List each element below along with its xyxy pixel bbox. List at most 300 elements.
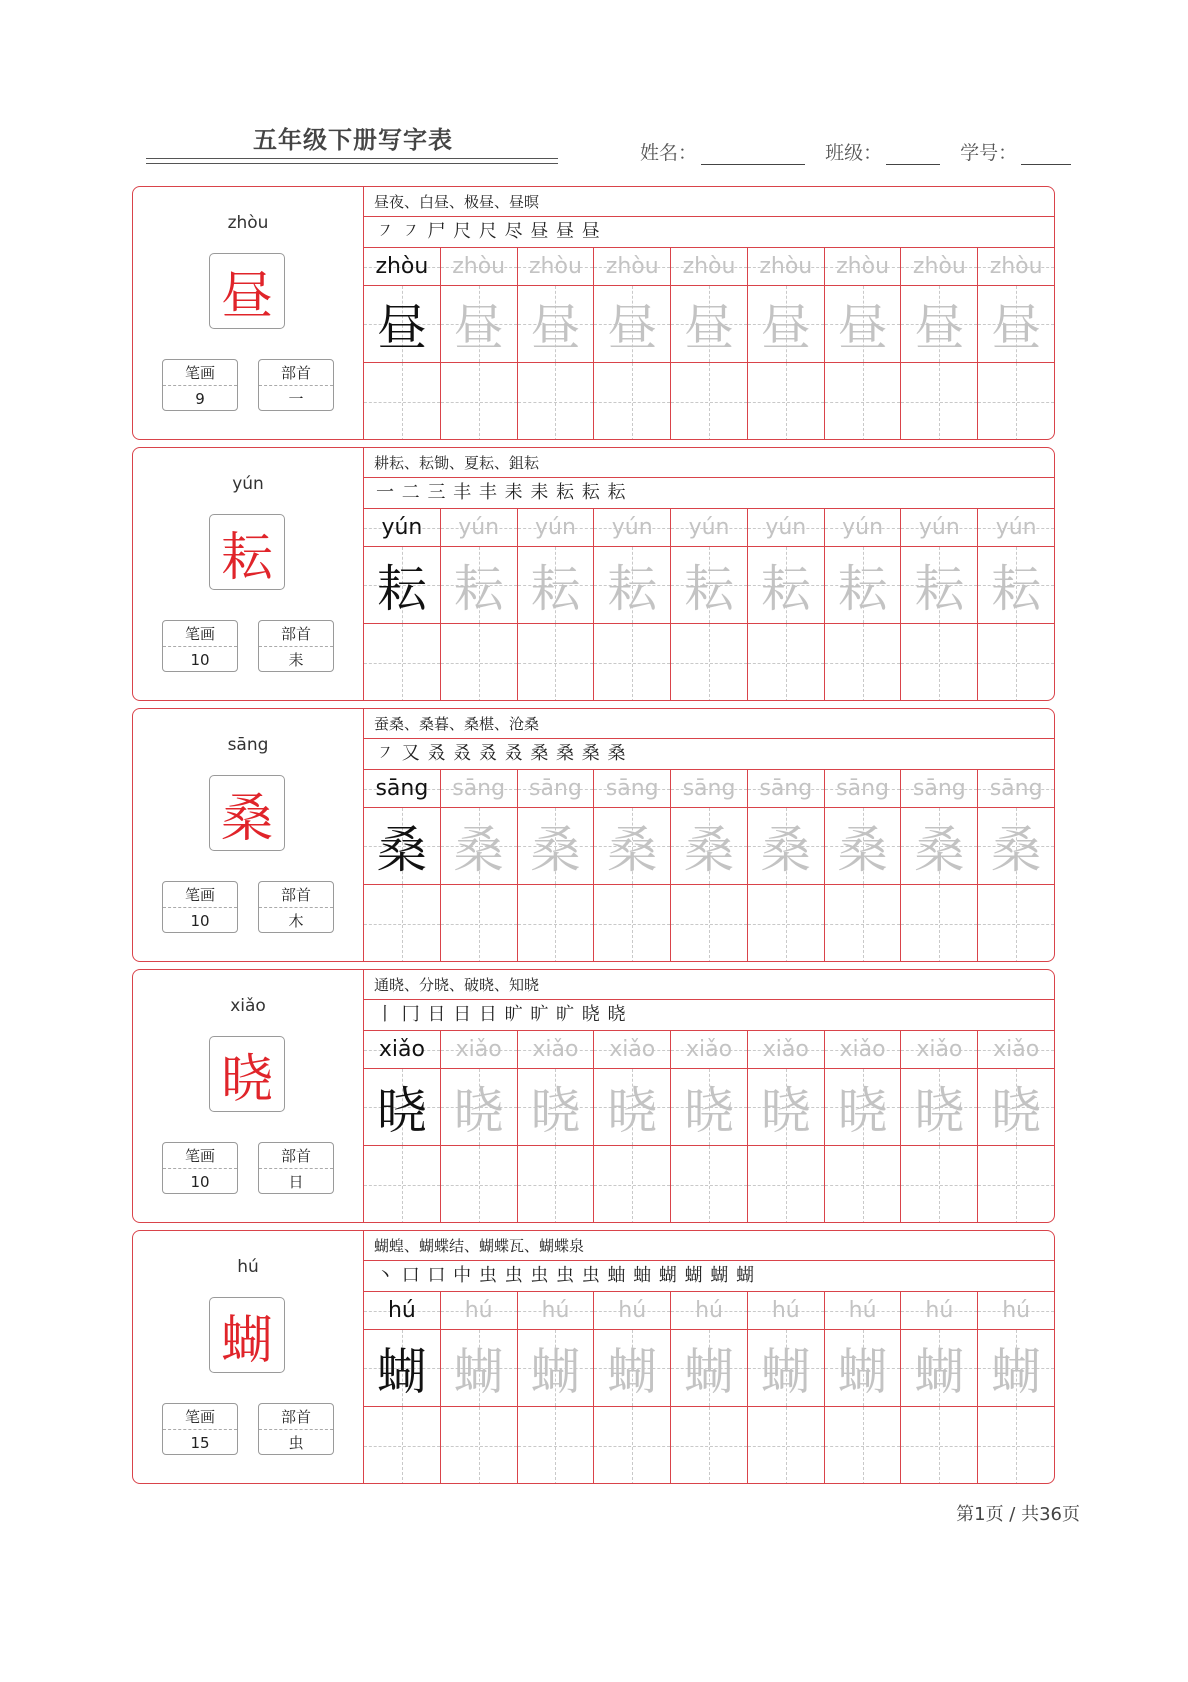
blank-writing-cell[interactable] (748, 885, 825, 962)
char-model-text: 蝴 (376, 1343, 427, 1401)
blank-writing-cell[interactable] (594, 885, 671, 962)
title-underline-double (146, 163, 558, 164)
pinyin-trace-text: zhòu (682, 254, 736, 279)
character-glyph: 昼 (220, 266, 273, 327)
pinyin-trace-text: yún (918, 515, 960, 540)
blank-writing-cell[interactable] (978, 1146, 1054, 1223)
char-trace-text: 蝴 (760, 1343, 811, 1401)
radical-box (258, 1142, 334, 1194)
stroke-order: 丨 冂 日 日 日 旷 旷 旷 晓 晓 (364, 1000, 1054, 1031)
practice-area (364, 709, 1054, 961)
char-trace-cell[interactable] (671, 808, 748, 884)
pinyin-trace-text: zhòu (989, 254, 1043, 279)
blank-writing-cell[interactable] (671, 1146, 748, 1223)
char-model-text: 晓 (376, 1082, 427, 1140)
pinyin-trace-cell (441, 770, 518, 807)
char-trace-text: 昼 (684, 299, 735, 357)
pinyin-trace-cell (671, 770, 748, 807)
radical-box (258, 359, 334, 411)
char-trace-cell[interactable] (825, 547, 902, 623)
character-glyph: 桑 (220, 788, 273, 849)
pinyin-trace-text: zhòu (529, 254, 582, 279)
stroke-order: 丶 口 口 中 虫 虫 虫 虫 虫 蚰 蚰 蝴 蝴 蝴 蝴 (364, 1261, 1054, 1292)
radical-label: 部首 (259, 882, 333, 908)
char-trace-text: 桑 (991, 821, 1042, 879)
char-trace-cell[interactable] (978, 808, 1054, 884)
pinyin-practice-row (364, 1031, 1054, 1069)
blank-writing-cell[interactable] (825, 624, 902, 701)
pinyin-trace-cell (978, 1292, 1054, 1329)
char-trace-cell[interactable] (901, 1069, 978, 1145)
char-trace-cell[interactable] (978, 547, 1054, 623)
character-display-box (209, 514, 285, 590)
blank-writing-cell[interactable] (364, 885, 441, 962)
char-trace-cell[interactable] (671, 1330, 748, 1406)
blank-writing-cell[interactable] (518, 885, 595, 962)
example-words: 蚕桑、桑暮、桑椹、沧桑 (364, 709, 1054, 739)
character-glyph: 蝴 (220, 1310, 273, 1371)
pinyin-model-cell (364, 248, 441, 285)
name-blank[interactable] (701, 142, 805, 165)
tracing-practice-row (364, 808, 1054, 885)
char-trace-text: 桑 (837, 821, 888, 879)
pinyin-trace-text: hú (925, 1298, 954, 1323)
pinyin-model-text: yún (381, 515, 423, 540)
stroke-order: ㇇ 又 叒 叒 叒 叒 桑 桑 桑 桑 (364, 739, 1054, 770)
pinyin-trace-text: yún (765, 515, 807, 540)
stroke-count-label: 笔画 (163, 621, 237, 647)
char-trace-cell[interactable] (978, 286, 1054, 362)
blank-writing-cell[interactable] (825, 1407, 902, 1484)
student-id-field (960, 138, 1071, 165)
char-trace-text: 耘 (530, 560, 581, 618)
pinyin-trace-cell (901, 248, 978, 285)
character-card (132, 447, 1055, 701)
pinyin-trace-text: zhòu (836, 254, 890, 279)
blank-writing-cell[interactable] (748, 1407, 825, 1484)
char-trace-text: 蝴 (684, 1343, 735, 1401)
stroke-count-label: 笔画 (163, 882, 237, 908)
radical-label: 部首 (259, 1143, 333, 1169)
char-trace-text: 晓 (837, 1082, 888, 1140)
blank-writing-cell[interactable] (978, 1407, 1054, 1484)
pinyin-trace-text: hú (541, 1298, 570, 1323)
character-pinyin: sāng (227, 735, 269, 755)
pinyin-trace-text: xiǎo (455, 1037, 502, 1062)
char-trace-text: 蝴 (607, 1343, 658, 1401)
char-trace-cell[interactable] (671, 1069, 748, 1145)
free-writing-row (364, 624, 1054, 701)
pinyin-trace-cell (594, 509, 671, 546)
pinyin-trace-cell (825, 770, 902, 807)
pinyin-trace-text: hú (771, 1298, 800, 1323)
pinyin-trace-text: zhòu (452, 254, 506, 279)
pinyin-trace-cell (978, 1031, 1054, 1068)
char-trace-text: 昼 (914, 299, 965, 357)
pinyin-trace-text: hú (464, 1298, 493, 1323)
char-trace-cell[interactable] (748, 1330, 825, 1406)
pinyin-trace-cell (441, 1292, 518, 1329)
pinyin-model-text: xiǎo (378, 1037, 425, 1062)
char-model-cell[interactable] (364, 547, 441, 623)
class-label: 班级： (825, 142, 883, 164)
pinyin-trace-cell (518, 1292, 595, 1329)
blank-writing-cell[interactable] (364, 363, 441, 440)
char-trace-text: 桑 (530, 821, 581, 879)
char-trace-text: 耘 (607, 560, 658, 618)
char-trace-cell[interactable] (441, 547, 518, 623)
example-words: 耕耘、耘锄、夏耘、鉏耘 (364, 448, 1054, 478)
blank-writing-cell[interactable] (518, 363, 595, 440)
pinyin-trace-cell (748, 509, 825, 546)
blank-writing-cell[interactable] (518, 624, 595, 701)
blank-writing-cell[interactable] (441, 885, 518, 962)
char-trace-text: 蝴 (453, 1343, 504, 1401)
blank-writing-cell[interactable] (901, 1146, 978, 1223)
char-trace-cell[interactable] (518, 547, 595, 623)
stroke-count-box (162, 620, 238, 672)
char-trace-text: 蝴 (530, 1343, 581, 1401)
char-model-text: 耘 (376, 560, 427, 618)
character-display-box (209, 775, 285, 851)
char-trace-text: 蝴 (914, 1343, 965, 1401)
pinyin-trace-cell (518, 1031, 595, 1068)
pinyin-trace-text: zhòu (759, 254, 813, 279)
char-trace-cell[interactable] (748, 286, 825, 362)
character-pinyin: yún (232, 474, 264, 494)
pinyin-trace-cell (518, 248, 595, 285)
stroke-count-box (162, 1142, 238, 1194)
char-trace-cell[interactable] (441, 808, 518, 884)
char-trace-cell[interactable] (518, 1330, 595, 1406)
blank-writing-cell[interactable] (978, 363, 1054, 440)
character-display-box (209, 1036, 285, 1112)
blank-writing-cell[interactable] (364, 1146, 441, 1223)
character-display-box (209, 1297, 285, 1373)
tracing-practice-row (364, 286, 1054, 363)
pinyin-model-cell (364, 770, 441, 807)
title-underline (146, 158, 558, 159)
char-trace-cell[interactable] (901, 547, 978, 623)
pinyin-trace-cell (441, 248, 518, 285)
blank-writing-cell[interactable] (748, 1146, 825, 1223)
pinyin-trace-text: xiǎo (532, 1037, 579, 1062)
student-info-fields (640, 138, 1085, 165)
blank-writing-cell[interactable] (518, 1407, 595, 1484)
char-trace-text: 蝴 (991, 1343, 1042, 1401)
blank-writing-cell[interactable] (594, 1146, 671, 1223)
pinyin-model-cell (364, 509, 441, 546)
char-trace-text: 耘 (991, 560, 1042, 618)
pinyin-trace-cell (748, 1031, 825, 1068)
blank-writing-cell[interactable] (901, 363, 978, 440)
stroke-count-box (162, 1403, 238, 1455)
pinyin-model-text: hú (387, 1298, 416, 1323)
pinyin-trace-cell (748, 770, 825, 807)
char-trace-cell[interactable] (518, 286, 595, 362)
pinyin-trace-cell (671, 248, 748, 285)
stroke-count-value: 10 (190, 912, 210, 930)
blank-writing-cell[interactable] (978, 624, 1054, 701)
pinyin-trace-text: xiǎo (762, 1037, 809, 1062)
char-trace-text: 晓 (453, 1082, 504, 1140)
char-trace-cell[interactable] (748, 808, 825, 884)
char-trace-text: 桑 (453, 821, 504, 879)
char-trace-text: 桑 (684, 821, 735, 879)
stroke-count-value: 9 (195, 390, 205, 408)
char-trace-cell[interactable] (594, 1069, 671, 1145)
blank-writing-cell[interactable] (594, 1407, 671, 1484)
blank-writing-cell[interactable] (364, 624, 441, 701)
char-trace-cell[interactable] (825, 1069, 902, 1145)
pinyin-trace-text: yún (535, 515, 576, 540)
pinyin-trace-cell (825, 1292, 902, 1329)
char-trace-text: 耘 (837, 560, 888, 618)
char-trace-text: 桑 (760, 821, 811, 879)
pinyin-trace-cell (671, 1292, 748, 1329)
blank-writing-cell[interactable] (748, 363, 825, 440)
pinyin-trace-cell (978, 509, 1054, 546)
char-trace-text: 昼 (760, 299, 811, 357)
blank-writing-cell[interactable] (748, 624, 825, 701)
pinyin-trace-cell (671, 1031, 748, 1068)
char-trace-text: 昼 (837, 299, 888, 357)
char-trace-text: 晓 (684, 1082, 735, 1140)
pinyin-trace-text: sāng (605, 776, 659, 801)
character-pinyin: hú (237, 1257, 259, 1277)
char-trace-text: 桑 (914, 821, 965, 879)
char-trace-cell[interactable] (441, 1330, 518, 1406)
blank-writing-cell[interactable] (441, 1407, 518, 1484)
pinyin-trace-text: zhòu (605, 254, 659, 279)
radical-value: 一 (288, 390, 304, 408)
blank-writing-cell[interactable] (671, 624, 748, 701)
student-id-label: 学号： (960, 142, 1018, 164)
name-field (640, 138, 805, 165)
char-trace-cell[interactable] (594, 547, 671, 623)
pinyin-trace-cell (901, 1292, 978, 1329)
pinyin-model-cell (364, 1292, 441, 1329)
practice-area (364, 970, 1054, 1222)
name-label: 姓名： (640, 142, 698, 164)
radical-value: 木 (288, 912, 304, 930)
char-model-cell[interactable] (364, 1330, 441, 1406)
char-trace-cell[interactable] (978, 1069, 1054, 1145)
char-trace-cell[interactable] (594, 1330, 671, 1406)
example-words: 通晓、分晓、破晓、知晓 (364, 970, 1054, 1000)
pinyin-trace-text: hú (1002, 1298, 1031, 1323)
pinyin-trace-cell (901, 1031, 978, 1068)
char-trace-text: 耘 (453, 560, 504, 618)
char-trace-cell[interactable] (671, 286, 748, 362)
blank-writing-cell[interactable] (978, 885, 1054, 962)
char-trace-cell[interactable] (441, 1069, 518, 1145)
tracing-practice-row (364, 547, 1054, 624)
char-trace-cell[interactable] (825, 286, 902, 362)
pinyin-trace-cell (748, 1292, 825, 1329)
radical-value: 虫 (288, 1434, 304, 1452)
char-trace-cell[interactable] (594, 808, 671, 884)
pinyin-trace-text: xiǎo (685, 1037, 733, 1062)
char-model-cell[interactable] (364, 808, 441, 884)
example-words: 昼夜、白昼、极昼、昼暝 (364, 187, 1054, 217)
stroke-order: ㇇ ㇇ 尸 尺 尺 尽 昼 昼 昼 (364, 217, 1054, 248)
stroke-count-box (162, 359, 238, 411)
pinyin-trace-cell (901, 770, 978, 807)
char-trace-cell[interactable] (901, 286, 978, 362)
char-trace-text: 晓 (530, 1082, 581, 1140)
char-trace-cell[interactable] (594, 286, 671, 362)
blank-writing-cell[interactable] (901, 624, 978, 701)
radical-box (258, 1403, 334, 1455)
character-glyph: 晓 (220, 1049, 273, 1110)
char-trace-cell[interactable] (671, 547, 748, 623)
pinyin-trace-text: xiǎo (609, 1037, 656, 1062)
pinyin-trace-text: hú (695, 1298, 723, 1323)
character-glyph: 耘 (220, 527, 273, 588)
worksheet-title: 五年级下册写字表 (253, 126, 453, 154)
char-trace-cell[interactable] (518, 808, 595, 884)
pinyin-trace-text: yún (458, 515, 500, 540)
character-summary (133, 1231, 364, 1483)
stroke-count-value: 15 (190, 1434, 210, 1452)
pinyin-trace-text: sāng (529, 776, 582, 801)
char-trace-text: 耘 (684, 560, 735, 618)
character-summary (133, 970, 364, 1222)
pinyin-trace-text: xiǎo (839, 1037, 886, 1062)
stroke-count-label: 笔画 (163, 360, 237, 386)
pinyin-trace-text: yún (688, 515, 730, 540)
character-card (132, 186, 1055, 440)
blank-writing-cell[interactable] (825, 885, 902, 962)
character-display-box (209, 253, 285, 329)
char-trace-cell[interactable] (441, 286, 518, 362)
pinyin-trace-cell (825, 1031, 902, 1068)
char-trace-cell[interactable] (518, 1069, 595, 1145)
blank-writing-cell[interactable] (441, 1146, 518, 1223)
pinyin-trace-text: sāng (989, 776, 1043, 801)
pinyin-trace-cell (978, 248, 1054, 285)
pinyin-trace-cell (825, 509, 902, 546)
student-id-blank[interactable] (1021, 142, 1071, 165)
character-card (132, 1230, 1055, 1484)
blank-writing-cell[interactable] (901, 885, 978, 962)
blank-writing-cell[interactable] (364, 1407, 441, 1484)
practice-area (364, 448, 1054, 700)
stroke-count-label: 笔画 (163, 1143, 237, 1169)
blank-writing-cell[interactable] (518, 1146, 595, 1223)
free-writing-row (364, 885, 1054, 962)
example-words: 蝴蝗、蝴蝶结、蝴蝶瓦、蝴蝶泉 (364, 1231, 1054, 1261)
char-model-cell[interactable] (364, 286, 441, 362)
pinyin-trace-text: sāng (682, 776, 736, 801)
stroke-order: 一 二 三 丰 丰 耒 耒 耘 耘 耘 (364, 478, 1054, 509)
radical-value: 日 (288, 1173, 304, 1191)
char-model-cell[interactable] (364, 1069, 441, 1145)
char-trace-cell[interactable] (901, 808, 978, 884)
class-field (825, 138, 940, 165)
character-pinyin: zhòu (227, 213, 269, 233)
char-trace-text: 昼 (453, 299, 504, 357)
char-trace-cell[interactable] (825, 808, 902, 884)
character-summary (133, 709, 364, 961)
radical-label: 部首 (259, 1404, 333, 1430)
character-card (132, 969, 1055, 1223)
pinyin-trace-text: sāng (836, 776, 889, 801)
radical-box (258, 620, 334, 672)
char-trace-cell[interactable] (748, 547, 825, 623)
blank-writing-cell[interactable] (441, 363, 518, 440)
char-trace-text: 晓 (607, 1082, 658, 1140)
radical-label: 部首 (259, 360, 333, 386)
blank-writing-cell[interactable] (671, 363, 748, 440)
blank-writing-cell[interactable] (594, 624, 671, 701)
char-trace-cell[interactable] (901, 1330, 978, 1406)
blank-writing-cell[interactable] (671, 1407, 748, 1484)
char-trace-text: 晓 (991, 1082, 1042, 1140)
pinyin-trace-cell (594, 1031, 671, 1068)
pinyin-trace-cell (748, 248, 825, 285)
class-blank[interactable] (886, 142, 940, 165)
char-trace-cell[interactable] (825, 1330, 902, 1406)
practice-area (364, 187, 1054, 439)
pinyin-trace-cell (518, 509, 595, 546)
pinyin-trace-text: yún (611, 515, 653, 540)
char-trace-text: 晓 (914, 1082, 965, 1140)
pinyin-trace-text: sāng (912, 776, 966, 801)
char-trace-text: 耘 (760, 560, 811, 618)
char-trace-text: 桑 (607, 821, 658, 879)
char-model-text: 昼 (376, 299, 427, 357)
blank-writing-cell[interactable] (825, 363, 902, 440)
char-trace-cell[interactable] (978, 1330, 1054, 1406)
char-trace-text: 昼 (991, 299, 1042, 357)
pinyin-trace-text: xiǎo (916, 1037, 963, 1062)
pinyin-trace-text: yún (995, 515, 1037, 540)
pinyin-trace-text: xiǎo (993, 1037, 1040, 1062)
char-trace-cell[interactable] (748, 1069, 825, 1145)
page-indicator: 第1页 / 共36页 (956, 1504, 1080, 1525)
blank-writing-cell[interactable] (671, 885, 748, 962)
character-card (132, 708, 1055, 962)
character-summary (133, 448, 364, 700)
pinyin-model-text: sāng (375, 776, 429, 801)
free-writing-row (364, 1146, 1054, 1223)
stroke-count-box (162, 881, 238, 933)
pinyin-practice-row (364, 1292, 1054, 1330)
blank-writing-cell[interactable] (901, 1407, 978, 1484)
pinyin-model-cell (364, 1031, 441, 1068)
pinyin-trace-cell (594, 770, 671, 807)
char-trace-text: 昼 (530, 299, 581, 357)
char-trace-text: 蝴 (837, 1343, 888, 1401)
pinyin-trace-text: sāng (452, 776, 506, 801)
free-writing-row (364, 1407, 1054, 1484)
pinyin-model-text: zhòu (375, 254, 429, 279)
pinyin-practice-row (364, 248, 1054, 286)
blank-writing-cell[interactable] (825, 1146, 902, 1223)
pinyin-trace-text: zhòu (912, 254, 966, 279)
radical-value: 耒 (288, 651, 304, 669)
pinyin-trace-cell (518, 770, 595, 807)
pinyin-trace-cell (441, 1031, 518, 1068)
pinyin-trace-cell (825, 248, 902, 285)
blank-writing-cell[interactable] (441, 624, 518, 701)
blank-writing-cell[interactable] (594, 363, 671, 440)
pinyin-trace-cell (978, 770, 1054, 807)
pinyin-trace-cell (671, 509, 748, 546)
pinyin-trace-cell (594, 1292, 671, 1329)
